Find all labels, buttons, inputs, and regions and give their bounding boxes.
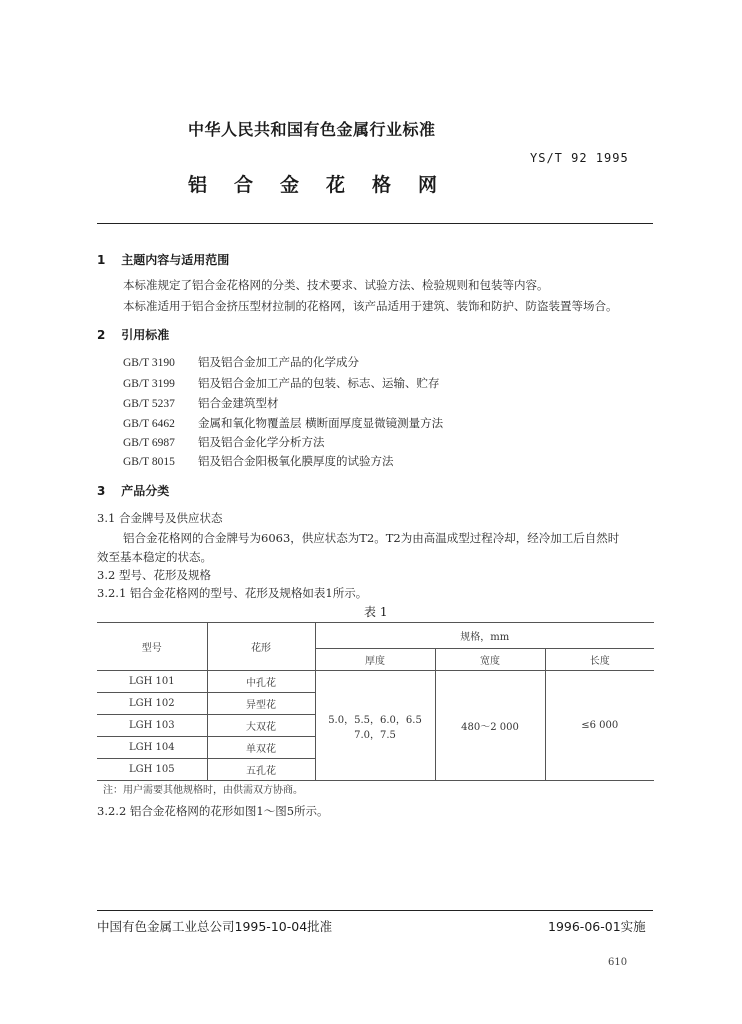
cell-pattern: 中孔花 [207,671,315,693]
header-rule [97,223,653,224]
table-note: 注：用户需要其他规格时，由供需双方协商。 [103,785,303,796]
section-1-paragraph-2: 本标准适用于铝合金挤压型材拉制的花格网，该产品适用于建筑、装饰和防护、防盗装置等场合。 [123,299,618,313]
cell-model: LGH 105 [97,759,207,781]
cell-model: LGH 103 [97,715,207,737]
org-title: 中华人民共和国有色金属行业标准 [188,120,436,139]
cell-pattern: 单双花 [207,737,315,759]
reference-code: GB/T 3190 [123,357,175,369]
reference-item [123,375,440,391]
reference-title: 铝及铝合金阳极氧化膜厚度的试验方法 [198,454,394,468]
section-title: 主题内容与适用范围 [121,253,230,267]
section-2-heading [97,326,169,343]
page-number: 610 [608,957,628,968]
section-1-paragraph-1: 本标准规定了铝合金花格网的分类、技术要求、试验方法、检验规则和包装等内容。 [123,278,549,292]
header-model: 型号 [97,623,207,671]
standard-code: YS/T 92 1995 [530,151,629,165]
reference-item [123,434,325,450]
header-thickness: 厚度 [315,649,435,671]
cell-model: LGH 102 [97,693,207,715]
reference-item [123,354,359,370]
cell-pattern: 异型花 [207,693,315,715]
reference-code: GB/T 6987 [123,437,175,449]
thickness-line-2: 7.0，7.5 [354,729,396,741]
approval-line: 中国有色金属工业总公司1995-10-04批准 [97,919,333,934]
reference-code: GB/T 3199 [123,378,175,390]
subsection-3-1-text-line-1: 铝合金花格网的合金牌号为6063，供应状态为T2。T2为由高温成型过程冷却，经冷加工后自然时 [123,531,620,545]
section-3-heading [97,482,169,499]
cell-thickness [315,671,435,781]
reference-code: GB/T 6462 [123,418,175,430]
header-length: 长度 [545,649,654,671]
reference-item [123,415,443,431]
reference-item [123,395,279,411]
subsection-3-1-heading: 3.1 合金牌号及供应状态 [97,511,223,525]
reference-title: 铝及铝合金化学分析方法 [198,435,325,449]
subsection-3-2-2-text: 3.2.2 铝合金花格网的花形如图1～图5所示。 [97,804,329,818]
thickness-line-1: 5.0，5.5，6.0，6.5 [328,714,422,726]
table-caption: 表 1 [364,605,388,619]
reference-title: 铝及铝合金加工产品的包装、标志、运输、贮存 [198,376,440,390]
reference-code: GB/T 8015 [123,456,175,468]
cell-pattern: 大双花 [207,715,315,737]
section-number: 1 [97,253,106,267]
reference-title: 铝合金建筑型材 [198,396,279,410]
header-pattern: 花形 [207,623,315,671]
footer-rule [97,910,653,911]
subsection-3-2-1-text: 3.2.1 铝合金花格网的型号、花形及规格如表1所示。 [97,586,368,600]
cell-width: 480～2 000 [435,671,545,781]
cell-length: ≤6 000 [545,671,654,781]
reference-code: GB/T 5237 [123,398,175,410]
effective-date: 1996-06-01实施 [548,919,646,934]
reference-item [123,453,394,469]
header-spec-group: 规格，mm [315,623,654,649]
spec-table [97,622,654,781]
reference-title: 金属和氧化物覆盖层 横断面厚度显微镜测量方法 [198,416,444,430]
cell-pattern: 五孔花 [207,759,315,781]
section-number: 3 [97,484,106,498]
reference-title: 铝及铝合金加工产品的化学成分 [198,355,359,369]
cell-model: LGH 104 [97,737,207,759]
header-width: 宽度 [435,649,545,671]
section-number: 2 [97,328,106,342]
doc-title: 铝合金花格网 [188,174,465,196]
cell-model: LGH 101 [97,671,207,693]
section-title: 产品分类 [121,484,170,498]
section-1-heading [97,251,229,268]
subsection-3-1-text-line-2: 效至基本稳定的状态。 [97,550,212,564]
table-row [97,671,654,693]
subsection-3-2-heading: 3.2 型号、花形及规格 [97,568,211,582]
section-title: 引用标准 [121,328,170,342]
